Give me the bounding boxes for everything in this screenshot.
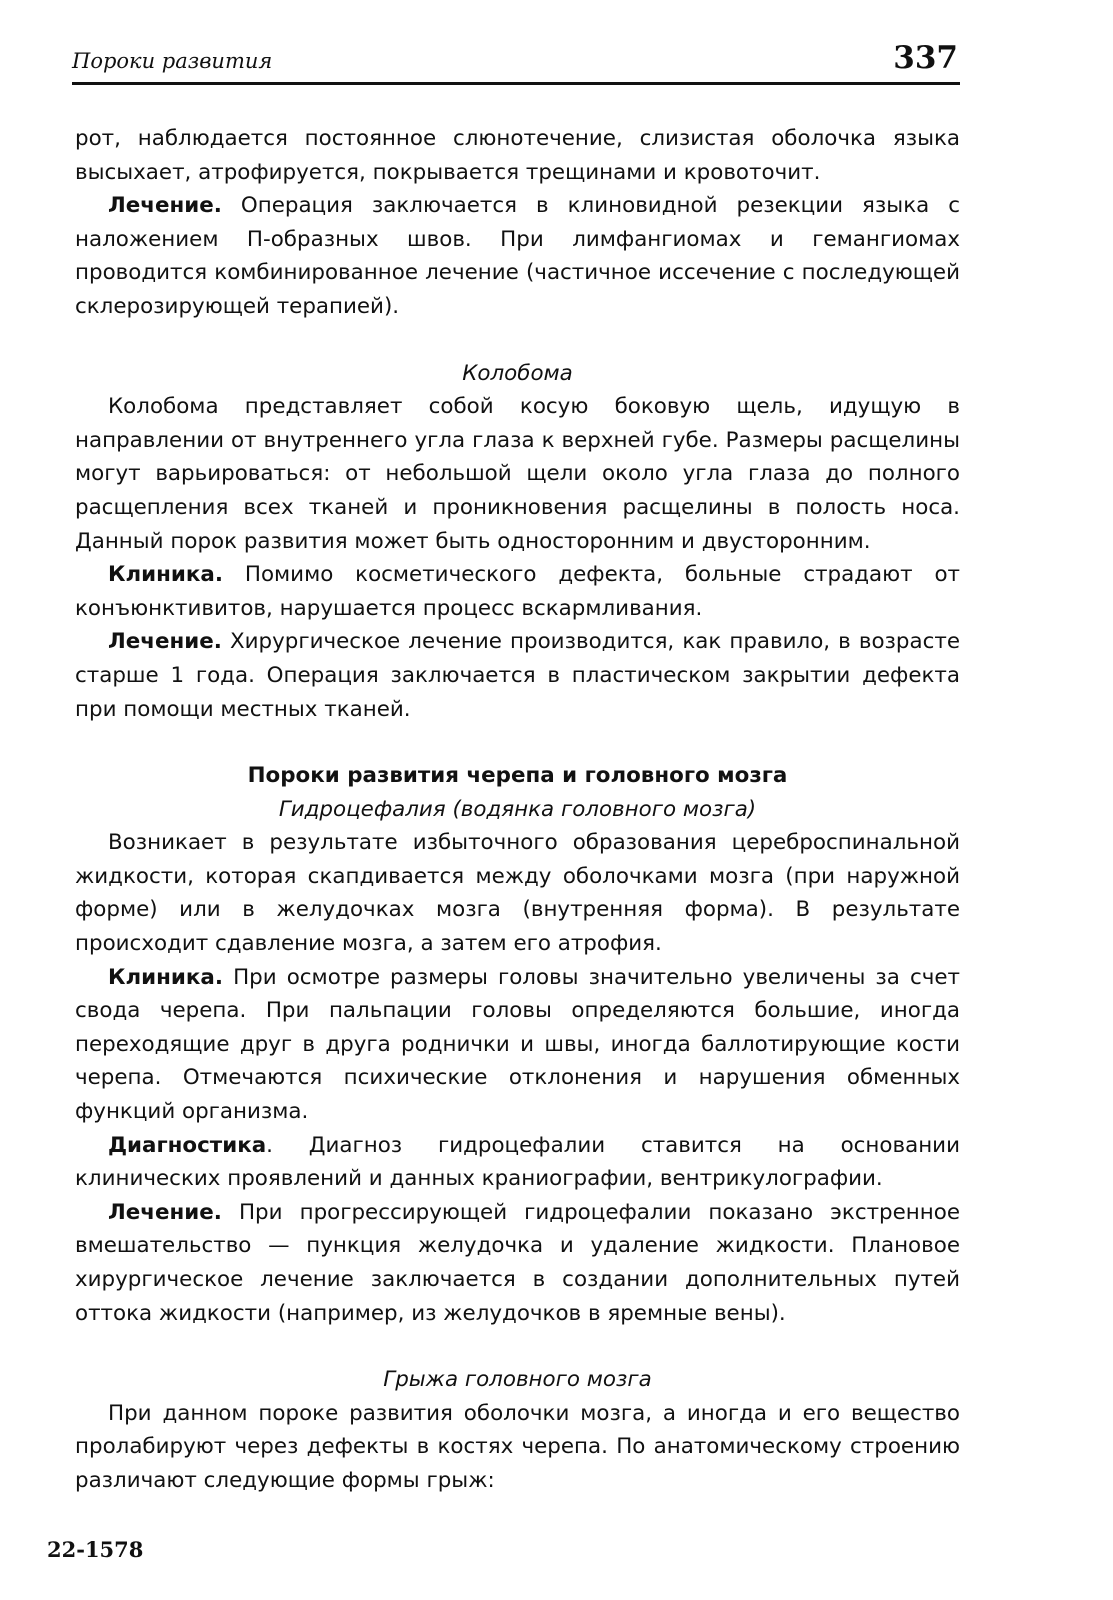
paragraph: Диагностика. Диагноз гидроцефалии ставится на основании клинических проявлений и данных краниографии, вентрикулографии. [75,1132,960,1192]
paragraph-label: Лечение. [108,1199,222,1225]
paragraph: Лечение. При прогрессирующей гидроцефалии показано экстренное вмешательство — пункция желудочка и удаление жидкости. Плановое хирургическое лечение заключается в создании дополнительных путей оттока жидкости (например, из желудочков в яремные вены). [75,1199,960,1326]
subsection-title-coloboma: Колобома [462,360,573,386]
printer-signature: 22-1578 [47,1537,144,1562]
page-body [75,122,960,1498]
paragraph: Возникает в результате избыточного образования цереброспинальной жидкости, которая скапдивается между оболочками мозга (при наружной форме) или в желудочках мозга (внутренняя форма). В результате происходит сдавление мозга, а затем его атрофия. [75,830,960,957]
subsection-title-hydrocephalus: Гидроцефалия (водянка головного мозга) [278,796,757,822]
subsection-title-brain-hernia: Грыжа головного мозга [383,1367,652,1393]
paragraph: Лечение. Хирургическое лечение производится, как правило, в возрасте старше 1 года. Операция заключается в пластическом закрытии дефекта при помощи местных тканей. [75,629,960,722]
paragraph: Колобома представляет собой косую боковую щель, идущую в направлении от внутреннего угла глаза к верхней губе. Размеры расщелины могут варьироваться: от небольшой щели около угла глаза до полного расщепления всех тканей и проникновения расщелины в полость носа. Данный порок развития может быть односторонним и двусторонним. [75,394,960,554]
paragraph: Клиника. Помимо косметического дефекта, больные страдают от конъюнктивитов, нарушается процесс вскармливания. [75,562,960,621]
paragraph: При данном пороке развития оболочки мозга, а иногда и его вещество пролабируют через дефекты в костях черепа. По анатомическому строению различают следующие формы грыж: [75,1400,960,1493]
paragraph-label: Клиника. [108,562,223,588]
paragraph-label: Лечение. [108,629,222,655]
page-header [72,38,960,85]
page-number: 337 [893,40,958,76]
paragraph: Клиника. При осмотре размеры головы значительно увеличены за счет свода черепа. При пальпации головы определяются большие, иногда переходящие друг в друга роднички и швы, иногда баллотирующие кости черепа. Отмечаются психические отклонения и нарушения обменных функций организма. [75,964,960,1125]
paragraph-label: Клиника. [108,964,223,990]
paragraph: Лечение. Операция заключается в клиновидной резекции языка с наложением П-образных швов. При лимфангиомах и гемангиомах проводится комбинированное лечение (частичное иссечение с последующей склерозирующей терапией). [75,193,960,319]
paragraph: рот, наблюдается постоянное слюнотечение, слизистая оболочка языка высыхает, атрофируется, покрывается трещинами и кровоточит. [75,126,960,185]
paragraph-label: Диагностика [108,1132,267,1158]
paragraph-label: Лечение. [108,193,222,219]
running-title: Пороки развития [72,49,273,73]
section-title: Пороки развития черепа и головного мозга [247,763,788,789]
